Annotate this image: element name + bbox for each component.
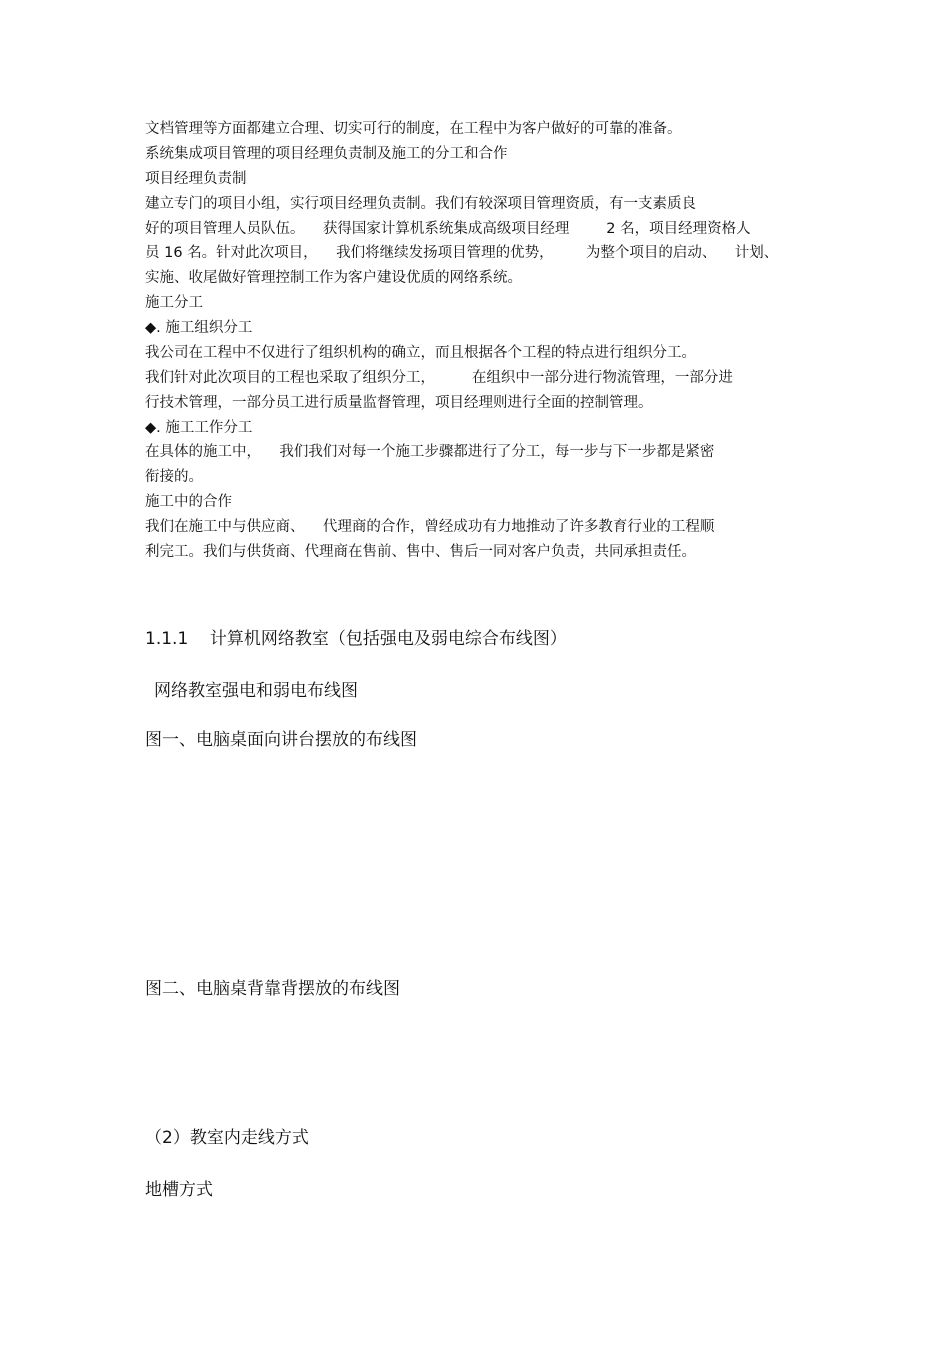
paragraph-line: 项目经理负责制 — [145, 171, 247, 187]
paragraph-line: 施工中的合作 — [145, 494, 232, 510]
paragraph-line: ◆. 施工组织分工 — [145, 320, 253, 336]
subheading: 网络教室强电和弱电布线图 — [154, 681, 358, 701]
paragraph-line: ◆. 施工工作分工 — [145, 420, 253, 436]
figure1-caption: 图一、电脑桌面向讲台摆放的布线图 — [145, 730, 417, 750]
paragraph-line: 衔接的。 — [145, 469, 203, 485]
paragraph-line: 施工分工 — [145, 295, 203, 311]
paragraph-line: 在具体的施工中， 我们我们对每一个施工步骤都进行了分工，每一步与下一步都是紧密 — [145, 444, 715, 460]
paragraph-line: 建立专门的项目小组，实行项目经理负责制。我们有较深项目管理资质，有一支素质良 — [145, 196, 696, 212]
paragraph-line: 实施、收尾做好管理控制工作为客户建设优质的网络系统。 — [145, 270, 522, 286]
paragraph-line: 我们在施工中与供应商、 代理商的合作，曾经成功有力地推动了许多教育行业的工程顺 — [145, 519, 715, 535]
paragraph-line: 文档管理等方面都建立合理、切实可行的制度，在工程中为客户做好的可靠的准备。 — [145, 121, 682, 137]
classroom-wiring-heading: （2）教室内走线方式 — [145, 1128, 309, 1148]
section-heading: 1.1.1 计算机网络教室（包括强电及弱电综合布线图） — [145, 629, 567, 649]
trench-method-heading: 地槽方式 — [145, 1180, 213, 1200]
paragraph-line: 好的项目管理人员队伍。 获得国家计算机系统集成高级项目经理 2 名，项目经理资格人 — [145, 221, 751, 237]
paragraph-line: 我公司在工程中不仅进行了组织机构的确立，而且根据各个工程的特点进行组织分工。 — [145, 345, 696, 361]
paragraph-line: 利完工。我们与供货商、代理商在售前、售中、售后一同对客户负责，共同承担责任。 — [145, 544, 696, 560]
paragraph-line: 系统集成项目管理的项目经理负责制及施工的分工和合作 — [145, 146, 508, 162]
paragraph-line: 员 16 名。针对此次项目， 我们将继续发扬项目管理的优势， 为整个项目的启动、 计划、 — [145, 245, 779, 261]
paragraph-line: 行技术管理，一部分员工进行质量监督管理，项目经理则进行全面的控制管理。 — [145, 395, 653, 411]
figure2-caption: 图二、电脑桌背靠背摆放的布线图 — [145, 979, 400, 999]
paragraph-line: 我们针对此次项目的工程也采取了组织分工， 在组织中一部分进行物流管理，一部分进 — [145, 370, 733, 386]
